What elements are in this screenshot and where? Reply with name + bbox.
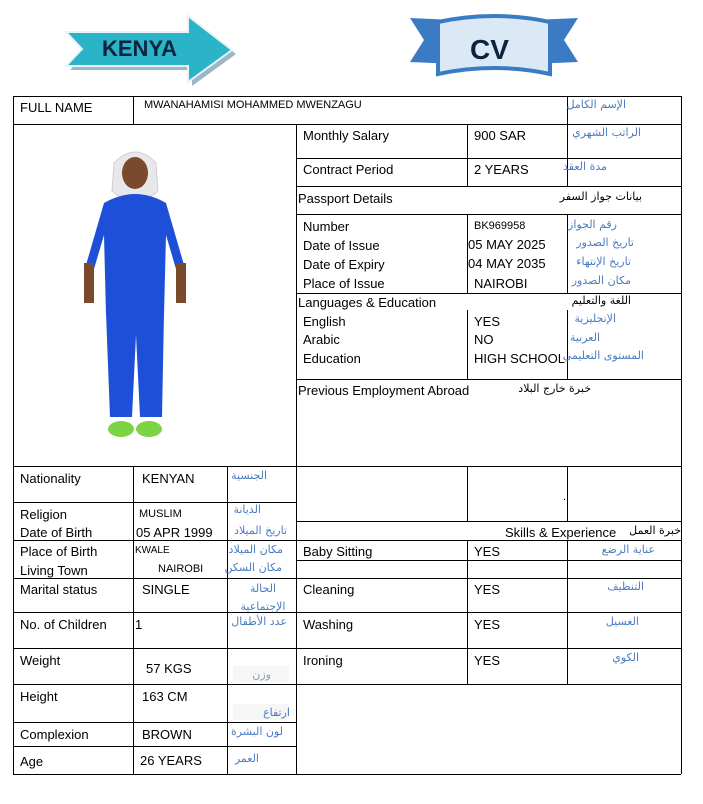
baby-sitting-ar: عناية الرضع (601, 543, 655, 556)
weight-label: Weight (20, 653, 61, 668)
weight-ar: وزن (252, 668, 271, 681)
dob-label: Date of Birth (20, 525, 93, 540)
pob-ar: مكان الميلاد (228, 543, 283, 556)
weight-value: 57 KGS (146, 661, 192, 676)
salary-value: 900 SAR (474, 128, 527, 143)
salary-label: Monthly Salary (303, 128, 389, 143)
arabic-label: Arabic (303, 332, 340, 347)
issue-date-ar: تاريخ الصدور (576, 236, 634, 249)
height-ar: ارتفاع (263, 706, 290, 719)
baby-sitting-label: Baby Sitting (303, 544, 373, 559)
education-value: HIGH SCHOOL (474, 351, 566, 366)
pob-label: Place of Birth (20, 544, 98, 559)
height-label: Height (20, 689, 58, 704)
town-value: NAIROBI (158, 563, 204, 575)
children-label: No. of Children (20, 617, 107, 632)
expiry-date-value: 04 MAY 2035 (468, 256, 546, 271)
washing-label: Washing (303, 617, 354, 632)
passport-heading-ar: بيانات جواز السفر (559, 190, 642, 203)
passport-number-value: BK969958 (474, 220, 526, 232)
nationality-ar: الجنسية (231, 469, 267, 482)
english-ar: الإنجليزية (574, 312, 616, 325)
ironing-label: Ironing (303, 653, 343, 668)
town-label: Living Town (20, 563, 88, 578)
baby-sitting-value: YES (474, 544, 501, 559)
contract-label: Contract Period (303, 162, 394, 177)
ironing-value: YES (474, 653, 501, 668)
expiry-date-ar: تاريخ الإنتهاء (576, 255, 631, 268)
kenya-banner (62, 14, 240, 86)
passport-heading: Passport Details (298, 191, 393, 206)
marital-label: Marital status (20, 582, 98, 597)
skills-heading: Skills & Experience (505, 525, 617, 540)
contract-ar: مدة العقد (563, 160, 607, 173)
languages-heading-ar: اللغة والتعليم (571, 294, 631, 307)
english-label: English (303, 314, 346, 329)
cv-ribbon (408, 12, 580, 82)
issue-place-value: NAIROBI (474, 276, 528, 291)
pob-value: KWALE (135, 545, 170, 556)
passport-number-label: Number (303, 219, 350, 234)
full-name-value: MWANAHAMISI MOHAMMED MWENZAGU (144, 99, 362, 111)
complexion-ar: لون البشرة (231, 725, 283, 738)
complexion-value: BROWN (142, 727, 192, 742)
salary-ar: الراتب الشهري (572, 126, 641, 139)
full-name-ar: الإسم الكامل (566, 98, 626, 111)
skills-heading-ar: خبرة العمل (629, 524, 681, 537)
previous-employment-label: Previous Employment Abroad (298, 383, 470, 398)
nationality-value: KENYAN (142, 471, 195, 486)
washing-value: YES (474, 617, 501, 632)
cleaning-ar: التنظيف (607, 580, 644, 593)
issue-place-label: Place of Issue (303, 276, 385, 291)
full-name-label: FULL NAME (20, 100, 93, 115)
marital-ar: الحالة الإجتماعية (240, 582, 286, 613)
cleaning-label: Cleaning (303, 582, 355, 597)
issue-place-ar: مكان الصدور (571, 274, 631, 287)
previous-employment-ar: خبرة خارج البلاد (518, 382, 591, 395)
complexion-label: Complexion (20, 727, 89, 742)
arabic-value: NO (474, 332, 494, 347)
dob-value: 05 APR 1999 (136, 525, 213, 540)
children-value: 1 (135, 617, 143, 632)
children-ar: عدد الأطفال (231, 615, 287, 628)
cv-label: CV (470, 34, 509, 65)
age-value: 26 YEARS (140, 753, 202, 768)
town-ar: مكان السكن (224, 561, 282, 574)
cleaning-value: YES (474, 582, 501, 597)
dob-ar: تاريخ الميلاد (234, 524, 287, 537)
issue-date-label: Date of Issue (303, 238, 380, 253)
contract-value: 2 YEARS (474, 162, 529, 177)
religion-value: MUSLIM (139, 508, 182, 520)
expiry-date-label: Date of Expiry (303, 257, 385, 272)
arabic-ar: العربية (569, 331, 600, 344)
languages-heading: Languages & Education (298, 295, 437, 310)
religion-label: Religion (20, 507, 67, 522)
issue-date-value: 05 MAY 2025 (468, 237, 546, 252)
education-ar: المستوى التعليمي (562, 349, 644, 362)
education-label: Education (303, 351, 361, 366)
country-label: KENYA (102, 36, 177, 61)
candidate-photo (80, 145, 190, 445)
english-value: YES (474, 314, 501, 329)
height-value: 163 CM (142, 689, 188, 704)
ironing-ar: الكوي (612, 651, 639, 664)
washing-ar: الغسيل (605, 615, 639, 628)
age-label: Age (20, 754, 44, 769)
passport-number-ar: رقم الجواز (568, 218, 617, 231)
marital-value: SINGLE (142, 582, 190, 597)
dot-mark: . (563, 491, 567, 503)
religion-ar: الديانة (233, 503, 261, 516)
age-ar: العمر (234, 752, 259, 765)
nationality-label: Nationality (20, 471, 81, 486)
